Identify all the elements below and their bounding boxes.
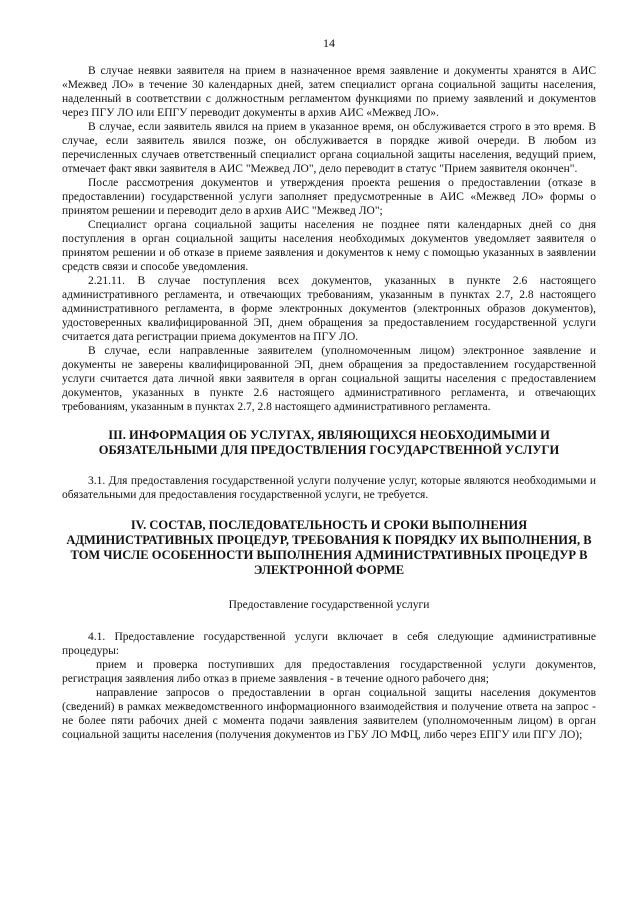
section-4-heading: IV. СОСТАВ, ПОСЛЕДОВАТЕЛЬНОСТЬ И СРОКИ ВЫПОЛНЕНИЯ АДМИНИСТРАТИВНЫХ ПРОЦЕДУР, ТРЕБОВАНИЯ К ПОРЯДКУ ИХ ВЫПОЛНЕНИЯ, В ТОМ ЧИСЛЕ ОСОБЕННОСТИ ВЫПОЛНЕНИЯ АДМИНИСТРАТИВНЫХ ПРОЦЕДУР В ЭЛЕКТРОННОЙ ФОРМЕ — [66, 518, 592, 577]
paragraph: В случае, если заявитель явился на прием в указанное время, он обслуживается строго в это время. В случае, если заявитель явился позже, он обслуживается в порядке живой очереди. В любом из перечисленных случаев ответственный специалист органа социальной защиты населения, ведущий прием, отмечает факт явки заявителя в АИС "Межвед ЛО", дело переводит в статус "Прием заявителя окончен". — [62, 121, 596, 175]
procedure-item: направление запросов о предоставлении в орган социальной защиты населения документов (сведений) в рамках межведомственного информационного взаимодействия и получение ответа на запрос - не более пяти рабочих дней с момента подачи заявления заявителем (уполномоченным лицом) в орган социальной защиты населения (получения документов из ГБУ ЛО МФЦ, либо через ЕПГУ или ПГУ ЛО); — [62, 687, 596, 741]
section-4-intro: 4.1. Предоставление государственной услуги включает в себя следующие административные процедуры: — [62, 631, 596, 657]
paragraph: В случае, если направленные заявителем (уполномоченным лицом) электронное заявление и документы не заверены квалифицированной ЭП, днем обращения за предоставлением государственной услуги считается дата личной явки заявителя в орган социальной защиты населения с предоставлением документов, указанных в пункте 2.6 настоящего административного регламента, и отвечающих требованиям, указанным в пунктах 2.7, 2.8 настоящего административного регламента. — [62, 345, 596, 413]
procedure-item: прием и проверка поступивших для предоставления государственной услуги документов, регистрация заявления либо отказ в приеме заявления - в течение одного рабочего дня; — [62, 659, 596, 685]
paragraph: В случае неявки заявителя на прием в назначенное время заявление и документы хранятся в АИС «Межвед ЛО» в течение 30 календарных дней, затем специалист органа социальной защиты населения, наделенный в соответствии с должностным регламентом функциями по приему заявлений и документов через ПГУ ЛО или ЕПГУ переводит документы в архив АИС «Межвед ЛО». — [62, 65, 596, 119]
page-number: 14 — [323, 36, 335, 50]
section-3-heading: III. ИНФОРМАЦИЯ ОБ УСЛУГАХ, ЯВЛЯЮЩИХСЯ НЕОБХОДИМЫМИ И ОБЯЗАТЕЛЬНЫМИ ДЛЯ ПРЕДОСТВЛЕНИЯ ГОСУДАРСТВЕННОЙ УСЛУГИ — [98, 428, 560, 457]
paragraph: 2.21.11. В случае поступления всех документов, указанных в пункте 2.6 настоящего административного регламента, и отвечающих требованиям, указанным в пунктах 2.7, 2.8 настоящего административного регламента, в форме электронных документов (электронных образов документов), удостоверенных квалифицированной ЭП, днем обращения за предоставлением государственной услуги считается дата регистрации приема документов на ПГУ ЛО. — [62, 275, 596, 343]
section-4-subheading: Предоставление государственной услуги — [228, 599, 430, 611]
paragraph: Специалист органа социальной защиты населения не позднее пяти календарных дней со дня поступления в орган социальной защиты населения необходимых документов уведомляет заявителя о принятом решении и об отказе в приеме заявления и документов к нему с помощью указанных в заявлении средств связи и способе уведомления. — [62, 219, 596, 273]
paragraph: После рассмотрения документов и утверждения проекта решения о предоставлении (отказе в предоставлении) государственной услуги заполняет предусмотренные в АИС «Межвед ЛО» формы о принятом решении и переводит дело в архив АИС "Межвед ЛО"; — [62, 177, 596, 217]
section-3-text: 3.1. Для предоставления государственной услуги получение услуг, которые являются необходимыми и обязательными для предоставления государственной услуги, не требуется. — [62, 475, 596, 501]
